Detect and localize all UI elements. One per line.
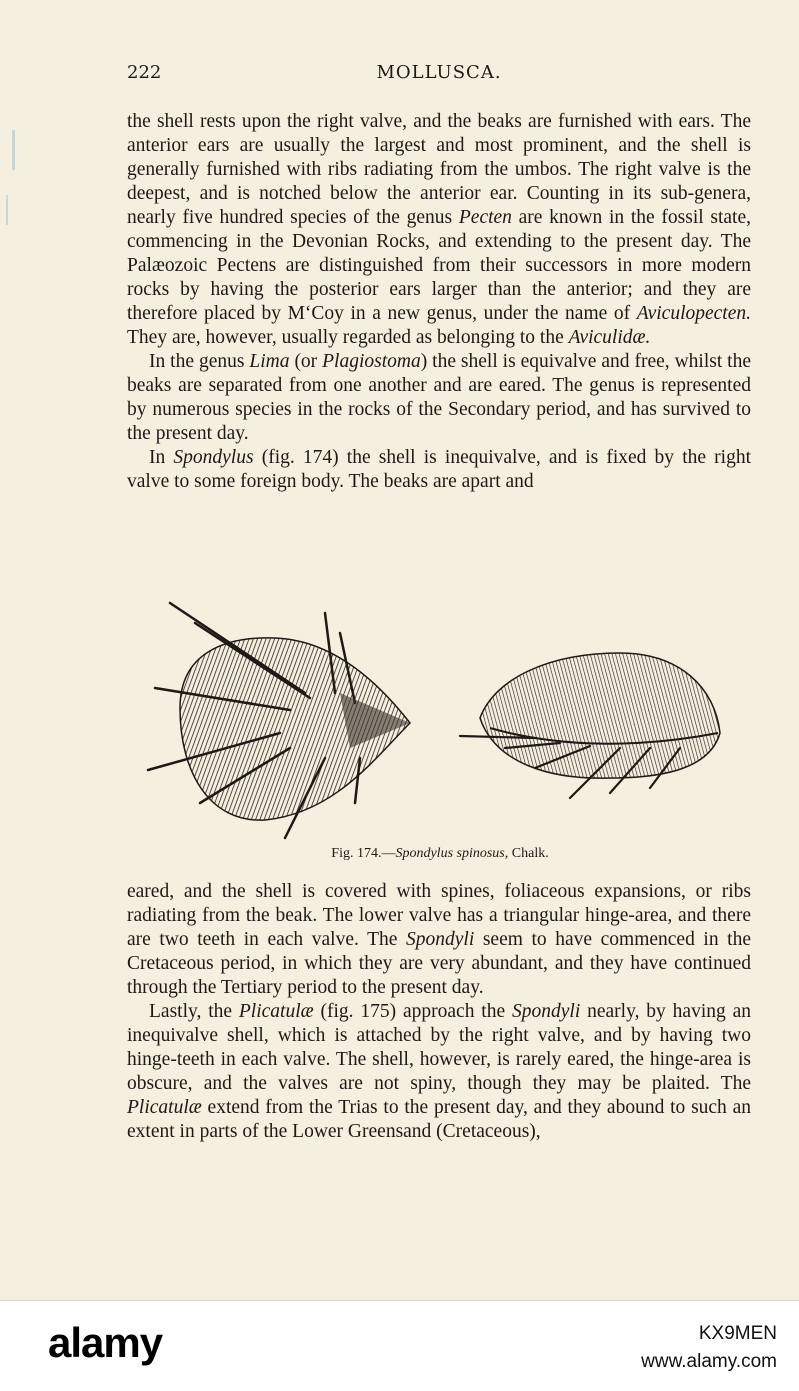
running-head (127, 62, 751, 86)
spondylus-illustration (140, 598, 740, 843)
image-id: KX9MEN (698, 1323, 777, 1344)
site-url[interactable]: www.alamy.com (641, 1351, 777, 1372)
genus-name: Pecten (458, 207, 512, 228)
genus-name: Spondylus (173, 447, 254, 468)
species-name: Spondylus spinosus, (395, 846, 509, 861)
alamy-logo[interactable]: alamy (48, 1319, 163, 1366)
margin-stain (6, 195, 8, 225)
genus-name: Aviculopecten. (636, 303, 751, 324)
figure-caption: Fig. 174.—Spondylus spinosus, Chalk. (331, 846, 549, 861)
genus-name: Plicatulæ (238, 1001, 314, 1022)
shell-right-view (460, 653, 720, 798)
text-block-top (127, 110, 751, 494)
shell-left-view (148, 603, 410, 838)
paragraph-spondylus: In Spondylus (fig. 174) the shell is inequivalve, and is fixed by the right valve to some foreign body. The beaks are apart and (127, 447, 752, 492)
genus-name: Plicatulæ (127, 1097, 202, 1118)
genus-name: Lima (249, 351, 290, 372)
genus-name: Spondyli (406, 929, 475, 950)
paragraph-lima: In the genus Lima (or Plagiostoma) the shell is equivalve and free, whilst the beaks are separated from one another and are eared. The genus is represented by numerous species in the rocks of the Secondary period, and has survived to the present day. (127, 351, 752, 444)
genus-name: Spondyli (512, 1001, 581, 1022)
page-number: 222 (127, 62, 162, 83)
figure-174 (140, 598, 740, 868)
paragraph-plicatula: Lastly, the Plicatulæ (fig. 175) approach the Spondyli nearly, by having an inequivalve shell, which is attached by the right valve, and by having two hinge-teeth in each valve. The shell, however, is rarely eared, the hinge-area is obscure, and the valves are not spiny, though they may be plaited. The Plicatulæ extend from the Trias to the present day, and they abound to such an extent in parts of the Lower Greensand (Cretaceous), (127, 1001, 751, 1142)
stock-footer (0, 1300, 799, 1391)
running-title: MOLLUSCA. (376, 62, 502, 83)
paragraph-pecten: the shell rests upon the right valve, and the beaks are furnished with ears. The anterior ears are usually the largest and most prominent, and the shell is generally furnished with ribs radiating from the umbos. The right valve is the deepest, and is notched below the anterior ear. Counting in its sub-genera, nearly five hundred species of the genus Pecten are known in the fossil state, commencing in the Devonian Rocks, and extending to the present day. The Palæozoic Pectens are distinguished from their successors in more modern rocks by having the posterior ears larger than the anterior; and they are therefore placed by M‘Coy in a new genus, under the name of Aviculopecten. They are, however, usually regarded as belonging to the Aviculidæ. (127, 111, 751, 348)
margin-stain (12, 130, 15, 170)
family-name: Aviculidæ. (568, 327, 651, 348)
genus-name: Plagiostoma (322, 351, 421, 372)
text-block-bottom (127, 880, 751, 1144)
paragraph-spondylus-cont: eared, and the shell is covered with spines, foliaceous expansions, or ribs radiating from the beak. The lower valve has a triangular hinge-area, and there are two teeth in each valve. The Spondyli seem to have commenced in the Cretaceous period, in which they are very abundant, and they have continued through the Tertiary period to the present day. (127, 881, 751, 998)
